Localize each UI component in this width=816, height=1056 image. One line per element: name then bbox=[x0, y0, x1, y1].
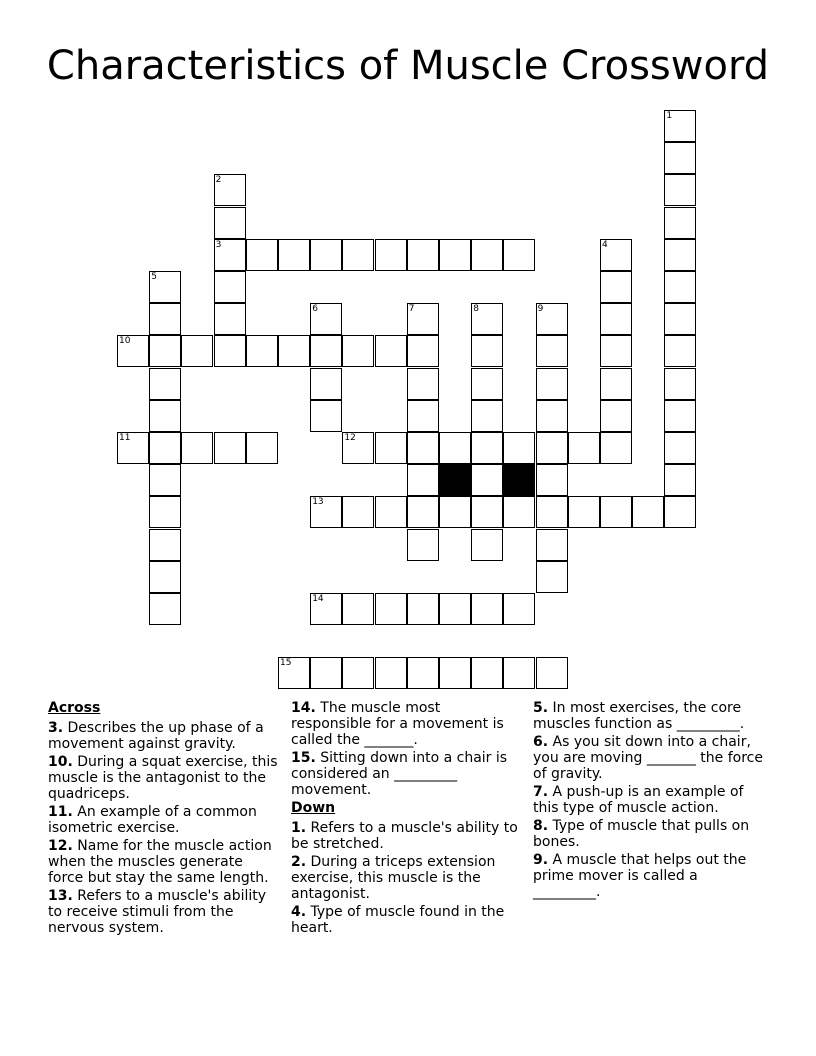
clue-text: A push-up is an example of this type of muscle action. bbox=[533, 784, 744, 816]
grid-cell[interactable] bbox=[278, 335, 310, 367]
clue-item bbox=[48, 754, 278, 802]
grid-cell[interactable] bbox=[149, 496, 181, 528]
cell-number: 10 bbox=[119, 336, 131, 347]
grid-cell[interactable] bbox=[342, 239, 374, 271]
clue-text: As you sit down into a chair, you are moving _______ the force of gravity. bbox=[533, 734, 763, 782]
grid-cell[interactable] bbox=[503, 432, 535, 464]
clue-text: An example of a common isometric exercise. bbox=[48, 804, 257, 836]
grid-cell[interactable] bbox=[310, 496, 342, 528]
grid-cell[interactable] bbox=[310, 368, 342, 400]
grid-cell[interactable] bbox=[503, 657, 535, 689]
clue-text: Type of muscle that pulls on bones. bbox=[533, 818, 750, 850]
grid-cell[interactable] bbox=[471, 368, 503, 400]
grid-cell[interactable] bbox=[214, 335, 246, 367]
cell-number: 5 bbox=[151, 272, 157, 282]
grid-cell[interactable] bbox=[664, 303, 696, 335]
grid-cell[interactable] bbox=[600, 432, 632, 464]
grid-cell[interactable] bbox=[536, 496, 568, 528]
grid-cell[interactable] bbox=[664, 368, 696, 400]
grid-cell[interactable] bbox=[600, 368, 632, 400]
grid-cell[interactable] bbox=[310, 593, 342, 625]
cell-number: 2 bbox=[215, 175, 222, 186]
clue-item bbox=[291, 854, 521, 902]
grid-cell[interactable] bbox=[310, 239, 342, 271]
grid-cell[interactable] bbox=[149, 335, 181, 367]
grid-cell[interactable] bbox=[407, 368, 439, 400]
grid-cell[interactable] bbox=[536, 657, 568, 689]
grid-cell[interactable] bbox=[471, 529, 503, 561]
grid-cell[interactable] bbox=[375, 496, 407, 528]
grid-cell[interactable] bbox=[117, 432, 149, 464]
clue-item bbox=[533, 700, 763, 732]
grid-cell[interactable] bbox=[536, 335, 568, 367]
grid-cell[interactable] bbox=[407, 657, 439, 689]
clue-item bbox=[533, 734, 763, 782]
clue-item bbox=[48, 838, 278, 886]
grid-cell[interactable] bbox=[407, 432, 439, 464]
grid-cell[interactable] bbox=[375, 239, 407, 271]
grid-cell[interactable] bbox=[536, 464, 568, 496]
grid-cell[interactable] bbox=[536, 303, 568, 335]
clue-item bbox=[48, 888, 278, 936]
down-header: Down bbox=[291, 800, 336, 816]
grid-cell[interactable] bbox=[600, 271, 632, 303]
cell-number: 15 bbox=[280, 658, 292, 669]
grid-cell[interactable] bbox=[149, 303, 181, 335]
grid-cell[interactable] bbox=[664, 464, 696, 496]
clue-number: 5. bbox=[533, 700, 549, 716]
grid-cell[interactable] bbox=[117, 335, 149, 367]
grid-cell[interactable] bbox=[439, 496, 471, 528]
grid-cell[interactable] bbox=[471, 239, 503, 271]
grid-cell[interactable] bbox=[181, 335, 213, 367]
clue-number: 3. bbox=[48, 720, 64, 736]
clue-text: Refers to a muscle's ability to receive stimuli from the nervous system. bbox=[48, 888, 267, 936]
grid-cell[interactable] bbox=[503, 496, 535, 528]
grid-cell[interactable] bbox=[471, 335, 503, 367]
grid-cell[interactable] bbox=[536, 529, 568, 561]
grid-cell[interactable] bbox=[568, 432, 600, 464]
grid-cell[interactable] bbox=[407, 464, 439, 496]
grid-cell[interactable] bbox=[342, 657, 374, 689]
grid-cell[interactable] bbox=[664, 142, 696, 174]
cell-number: 8 bbox=[473, 304, 479, 315]
grid-cell[interactable] bbox=[407, 496, 439, 528]
grid-cell[interactable] bbox=[149, 561, 181, 593]
clue-text: A muscle that helps out the prime mover is called a _________. bbox=[533, 852, 747, 900]
grid-cell[interactable] bbox=[471, 464, 503, 496]
cell-number: 13 bbox=[312, 497, 324, 508]
grid-cell[interactable] bbox=[149, 400, 181, 432]
clue-number: 13. bbox=[48, 888, 73, 904]
clue-text: In most exercises, the core muscles function as _________. bbox=[533, 700, 745, 732]
grid-cell[interactable] bbox=[439, 432, 471, 464]
grid-cell[interactable] bbox=[149, 593, 181, 625]
grid-cell[interactable] bbox=[375, 335, 407, 367]
cell-number: 6 bbox=[312, 304, 318, 315]
clue-text: During a squat exercise, this muscle is the antagonist to the quadriceps. bbox=[48, 754, 278, 802]
clue-number: 1. bbox=[291, 820, 307, 836]
clue-item bbox=[291, 820, 521, 852]
cell-number: 1 bbox=[666, 111, 673, 121]
grid-cell[interactable] bbox=[181, 432, 213, 464]
clue-item bbox=[533, 852, 763, 900]
grid-cell[interactable] bbox=[214, 303, 246, 335]
clue-item bbox=[48, 720, 278, 752]
grid-cell[interactable] bbox=[278, 657, 310, 689]
black-cell bbox=[503, 464, 535, 496]
grid-cell[interactable] bbox=[471, 657, 503, 689]
clue-text: Refers to a muscle's ability to be stretched. bbox=[291, 820, 518, 852]
grid-cell[interactable] bbox=[600, 335, 632, 367]
clue-item bbox=[533, 784, 763, 816]
clue-number: 8. bbox=[533, 818, 549, 834]
grid-cell[interactable] bbox=[375, 432, 407, 464]
clue-number: 11. bbox=[48, 804, 73, 820]
clue-item bbox=[291, 700, 521, 748]
clue-number: 10. bbox=[48, 754, 73, 770]
grid-cell[interactable] bbox=[439, 239, 471, 271]
grid-cell[interactable] bbox=[149, 529, 181, 561]
grid-cell[interactable] bbox=[503, 239, 535, 271]
grid-cell[interactable] bbox=[375, 657, 407, 689]
cell-number: 3 bbox=[215, 239, 222, 250]
grid-cell[interactable] bbox=[342, 335, 374, 367]
cell-number: 4 bbox=[602, 239, 608, 250]
grid-cell[interactable] bbox=[310, 335, 342, 367]
grid-cell[interactable] bbox=[536, 368, 568, 400]
grid-cell[interactable] bbox=[439, 657, 471, 689]
grid-cell[interactable] bbox=[632, 496, 664, 528]
cell-number: 11 bbox=[119, 433, 131, 443]
grid-cell[interactable] bbox=[664, 335, 696, 367]
clue-number: 9. bbox=[533, 852, 549, 868]
grid-cell[interactable] bbox=[310, 303, 342, 335]
clue-text: Sitting down into a chair is considered an _________ movement. bbox=[291, 750, 508, 798]
grid-cell[interactable] bbox=[471, 400, 503, 432]
grid-cell[interactable] bbox=[278, 239, 310, 271]
clue-item bbox=[291, 750, 521, 798]
grid-cell[interactable] bbox=[407, 529, 439, 561]
across-header: Across bbox=[48, 700, 101, 716]
grid-cell[interactable] bbox=[600, 239, 632, 271]
grid-cell[interactable] bbox=[149, 271, 181, 303]
clue-item bbox=[533, 818, 763, 850]
grid-cell[interactable] bbox=[664, 400, 696, 432]
grid-cell[interactable] bbox=[568, 496, 600, 528]
cell-number: 14 bbox=[312, 594, 324, 604]
grid-cell[interactable] bbox=[342, 432, 374, 464]
grid-cell[interactable] bbox=[471, 432, 503, 464]
clue-item bbox=[48, 804, 278, 836]
grid-cell[interactable] bbox=[664, 496, 696, 528]
grid-cell[interactable] bbox=[375, 593, 407, 625]
grid-cell[interactable] bbox=[503, 593, 535, 625]
grid-cell[interactable] bbox=[342, 496, 374, 528]
clue-text: Describes the up phase of a movement against gravity. bbox=[48, 720, 264, 752]
grid-cell[interactable] bbox=[246, 335, 278, 367]
grid-cell[interactable] bbox=[536, 432, 568, 464]
grid-cell[interactable] bbox=[664, 432, 696, 464]
grid-cell[interactable] bbox=[664, 207, 696, 239]
page-title: Characteristics of Muscle Crossword bbox=[46, 43, 770, 89]
cell-number: 9 bbox=[537, 304, 544, 315]
grid-cell[interactable] bbox=[310, 400, 342, 432]
grid-cell[interactable] bbox=[439, 593, 471, 625]
grid-cell[interactable] bbox=[149, 432, 181, 464]
grid-cell[interactable] bbox=[600, 400, 632, 432]
grid-cell[interactable] bbox=[149, 464, 181, 496]
grid-cell[interactable] bbox=[407, 303, 439, 335]
grid-cell[interactable] bbox=[407, 400, 439, 432]
clue-number: 14. bbox=[291, 700, 316, 716]
clue-text: Type of muscle found in the heart. bbox=[291, 904, 505, 936]
grid-cell[interactable] bbox=[214, 271, 246, 303]
grid-cell[interactable] bbox=[407, 239, 439, 271]
grid-cell[interactable] bbox=[246, 432, 278, 464]
grid-cell[interactable] bbox=[214, 432, 246, 464]
cell-number: 12 bbox=[344, 433, 356, 443]
clue-text: During a triceps extension exercise, this muscle is the antagonist. bbox=[291, 854, 496, 902]
clues-column-2 bbox=[291, 700, 521, 938]
grid-cell[interactable] bbox=[536, 561, 568, 593]
cell-number: 7 bbox=[408, 304, 415, 315]
grid-cell[interactable] bbox=[407, 593, 439, 625]
clues-column-3 bbox=[533, 700, 763, 902]
grid-cell[interactable] bbox=[310, 657, 342, 689]
grid-cell[interactable] bbox=[600, 303, 632, 335]
grid-cell[interactable] bbox=[600, 496, 632, 528]
grid-cell[interactable] bbox=[214, 207, 246, 239]
black-cell bbox=[439, 464, 471, 496]
grid-cell[interactable] bbox=[664, 174, 696, 206]
grid-cell[interactable] bbox=[342, 593, 374, 625]
grid-cell[interactable] bbox=[471, 303, 503, 335]
clue-number: 7. bbox=[533, 784, 549, 800]
grid-cell[interactable] bbox=[536, 400, 568, 432]
grid-cell[interactable] bbox=[664, 239, 696, 271]
grid-cell[interactable] bbox=[664, 110, 696, 142]
clue-text: The muscle most responsible for a movement is called the _______. bbox=[291, 700, 504, 748]
grid-cell[interactable] bbox=[149, 368, 181, 400]
grid-cell[interactable] bbox=[471, 593, 503, 625]
clues-column-1 bbox=[48, 700, 278, 938]
grid-cell[interactable] bbox=[407, 335, 439, 367]
grid-cell[interactable] bbox=[214, 239, 246, 271]
grid-cell[interactable] bbox=[214, 174, 246, 206]
clue-text: Name for the muscle action when the muscles generate force but stay the same length. bbox=[48, 838, 272, 886]
clue-number: 4. bbox=[291, 904, 307, 920]
clue-number: 15. bbox=[291, 750, 316, 766]
clue-item bbox=[291, 904, 521, 936]
clue-number: 2. bbox=[291, 854, 307, 870]
grid-cell[interactable] bbox=[664, 271, 696, 303]
clue-number: 12. bbox=[48, 838, 73, 854]
grid-cell[interactable] bbox=[246, 239, 278, 271]
clue-number: 6. bbox=[533, 734, 549, 750]
grid-cell[interactable] bbox=[471, 496, 503, 528]
